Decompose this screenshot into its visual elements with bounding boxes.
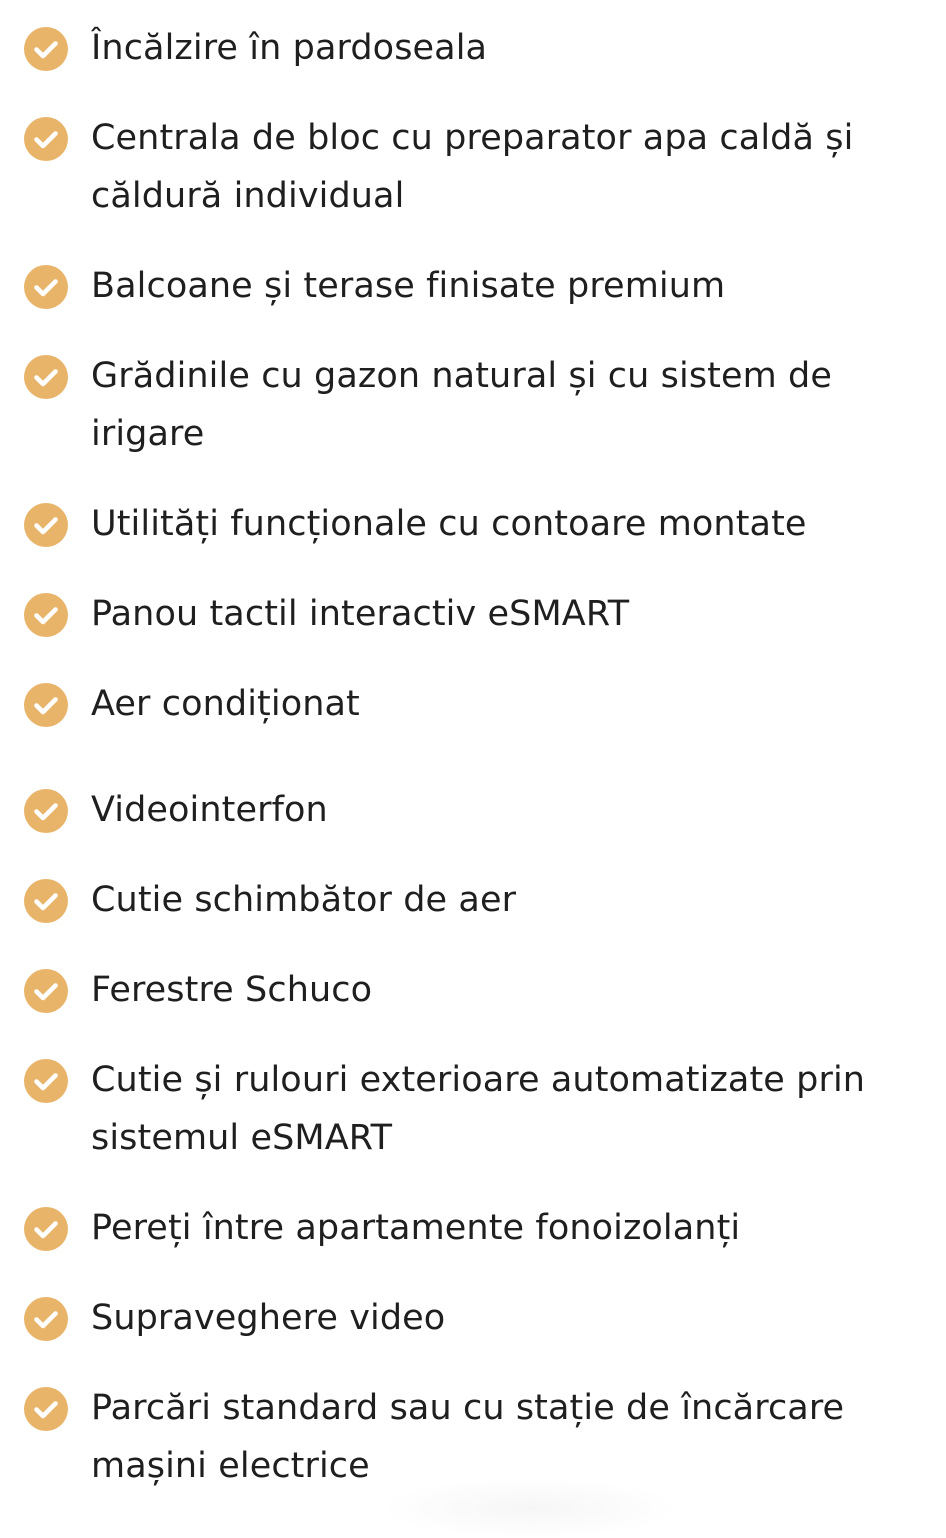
feature-label: Pereți între apartamente fonoizolanți	[91, 1208, 741, 1248]
list-item	[24, 500, 924, 553]
feature-label: Supraveghere video	[91, 1298, 446, 1338]
feature-label: Parcări standard sau cu stație de încărcare mașini electrice	[91, 1388, 845, 1486]
check-circle-icon	[24, 117, 68, 161]
list-item	[24, 1294, 924, 1347]
check-circle-icon	[24, 879, 68, 923]
feature-label: Ferestre Schuco	[91, 970, 373, 1010]
list-item	[24, 262, 924, 315]
list-item	[24, 876, 924, 929]
feature-label: Panou tactil interactiv eSMART	[91, 594, 630, 634]
check-circle-icon	[24, 27, 68, 71]
list-item	[24, 1056, 924, 1167]
list-item	[24, 352, 924, 463]
check-circle-icon	[24, 1207, 68, 1251]
feature-label: Balcoane și terase finisate premium	[91, 266, 726, 306]
check-circle-icon	[24, 969, 68, 1013]
feature-label: Grădinile cu gazon natural și cu sistem de irigare	[91, 356, 832, 454]
check-circle-icon	[24, 789, 68, 833]
check-circle-icon	[24, 355, 68, 399]
list-item	[24, 1384, 924, 1495]
list-item	[24, 590, 924, 643]
list-item	[24, 786, 924, 839]
check-circle-icon	[24, 1059, 68, 1103]
list-item	[24, 114, 924, 225]
check-circle-icon	[24, 503, 68, 547]
feature-label: Videointerfon	[91, 790, 328, 830]
feature-label: Centrala de bloc cu preparator apa caldă și căldură individual	[91, 118, 854, 216]
list-item	[24, 966, 924, 1019]
check-circle-icon	[24, 1297, 68, 1341]
list-item	[24, 1204, 924, 1257]
check-circle-icon	[24, 683, 68, 727]
feature-label: Aer condiționat	[91, 684, 360, 724]
check-circle-icon	[24, 265, 68, 309]
feature-label: Utilități funcționale cu contoare montate	[91, 504, 807, 544]
check-circle-icon	[24, 1387, 68, 1431]
check-circle-icon	[24, 593, 68, 637]
list-item	[24, 680, 924, 733]
feature-label: Încălzire în pardoseala	[91, 28, 488, 68]
list-item	[24, 24, 924, 77]
feature-label: Cutie și rulouri exterioare automatizate prin sistemul eSMART	[91, 1060, 866, 1158]
feature-label: Cutie schimbător de aer	[91, 880, 517, 920]
